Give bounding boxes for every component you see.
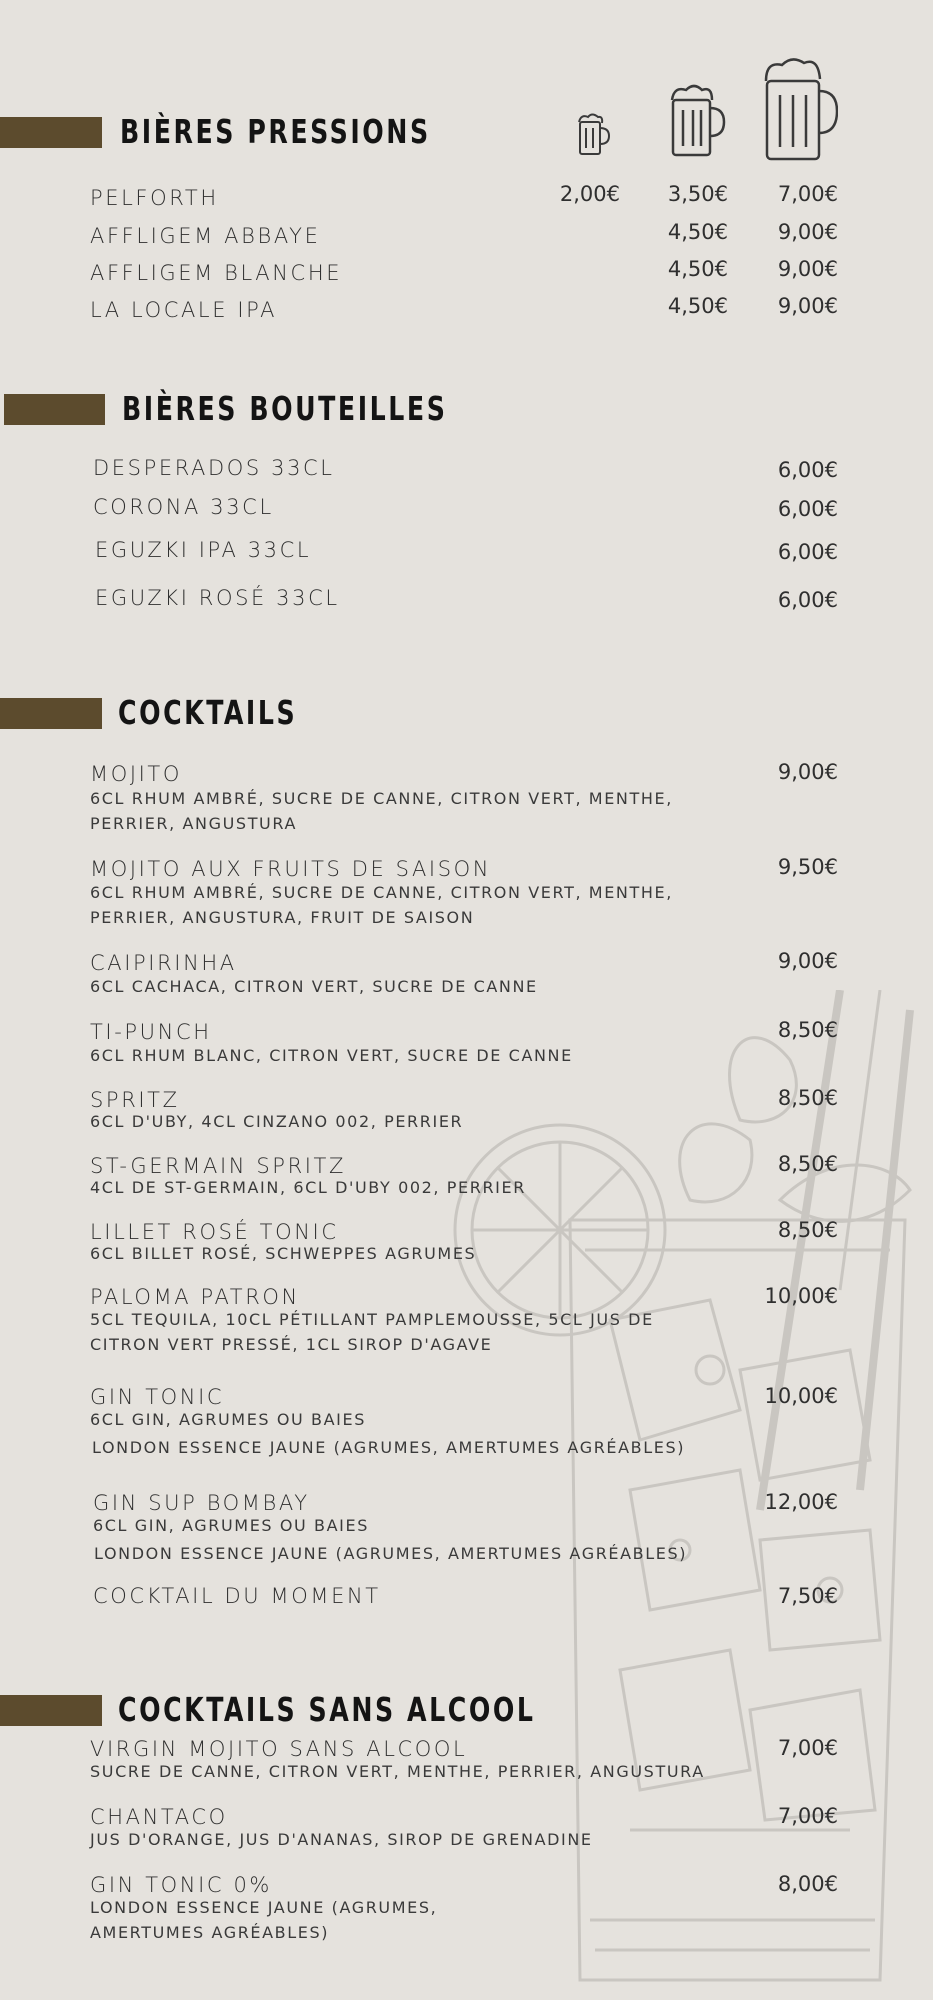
cocktail-price: 9,50€: [777, 855, 838, 879]
cocktail-price: 8,50€: [777, 1018, 838, 1042]
mocktail-description: SUCRE DE CANNE, CITRON VERT, MENTHE, PERRIER, ANGUSTURA: [90, 1762, 705, 1781]
medium-mug-icon: [668, 82, 726, 158]
section-title-cocktails: COCKTAILS: [118, 693, 298, 732]
cocktail-name: ST-GERMAIN SPRITZ: [90, 1154, 346, 1178]
mocktail-description: JUS D'ORANGE, JUS D'ANANAS, SIROP DE GRENADINE: [90, 1830, 593, 1849]
cocktail-name: COCKTAIL DU MOMENT: [93, 1584, 381, 1608]
cocktail-price: 8,50€: [777, 1152, 838, 1176]
cocktail-description: 6CL GIN, AGRUMES OU BAIES: [90, 1410, 366, 1429]
cocktail-description-detail: LONDON ESSENCE JAUNE (AGRUMES, AMERTUMES AGRÉABLES): [94, 1544, 688, 1563]
bottle-price: 6,00€: [777, 588, 838, 612]
cocktail-name: GIN TONIC: [90, 1385, 225, 1409]
bottle-name: CORONA 33CL: [93, 495, 274, 519]
price-large: 9,00€: [777, 220, 838, 244]
section-accent-bar: [0, 698, 102, 729]
cocktail-name: LILLET ROSÉ TONIC: [90, 1220, 339, 1244]
mocktail-price: 8,00€: [777, 1872, 838, 1896]
cocktail-description: 6CL RHUM AMBRÉ, SUCRE DE CANNE, CITRON VERT, MENTHE, PERRIER, ANGUSTURA: [90, 789, 673, 833]
mocktail-price: 7,00€: [777, 1736, 838, 1760]
cocktail-description: 5CL TEQUILA, 10CL PÉTILLANT PAMPLEMOUSSE, 5CL JUS DE CITRON VERT PRESSÉ, 1CL SIROP D'AGAVE: [90, 1310, 654, 1354]
cocktail-name: SPRITZ: [90, 1088, 180, 1112]
section-title-sans-alcool: COCKTAILS SANS ALCOOL: [118, 1690, 536, 1729]
mocktail-description: LONDON ESSENCE JAUNE (AGRUMES, AMERTUMES AGRÉABLES): [90, 1898, 438, 1942]
beer-name-affligem-blanche: AFFLIGEM BLANCHE: [90, 261, 343, 285]
cocktail-description: 6CL BILLET ROSÉ, SCHWEPPES AGRUMES: [90, 1244, 477, 1263]
small-mug-icon: [576, 112, 610, 156]
bottle-price: 6,00€: [777, 540, 838, 564]
section-accent-bar: [0, 117, 102, 148]
cocktail-price: 7,50€: [777, 1584, 838, 1608]
cocktail-price: 8,50€: [777, 1218, 838, 1242]
cocktail-description: 6CL CACHACA, CITRON VERT, SUCRE DE CANNE: [90, 977, 538, 996]
section-title-pressions: BIÈRES PRESSIONS: [120, 112, 431, 151]
bottle-price: 6,00€: [777, 497, 838, 521]
cocktail-description: 6CL D'UBY, 4CL CINZANO 002, PERRIER: [90, 1112, 464, 1131]
section-accent-bar: [4, 394, 105, 425]
large-mug-icon: [762, 55, 838, 161]
mocktail-name: CHANTACO: [90, 1805, 228, 1829]
price-medium: 4,50€: [667, 257, 728, 281]
cocktail-name: GIN SUP BOMBAY: [93, 1491, 310, 1515]
section-accent-bar: [0, 1695, 102, 1726]
cocktail-description: 6CL GIN, AGRUMES OU BAIES: [93, 1516, 369, 1535]
mocktail-name: GIN TONIC 0%: [90, 1873, 272, 1897]
bottle-price: 6,00€: [777, 458, 838, 482]
bottle-name: EGUZKI IPA 33CL: [95, 538, 312, 562]
mocktail-name: VIRGIN MOJITO SANS ALCOOL: [90, 1737, 468, 1761]
cocktail-price: 9,00€: [777, 760, 838, 784]
cocktail-name: PALOMA PATRON: [90, 1285, 300, 1309]
cocktail-price: 10,00€: [764, 1384, 838, 1408]
cocktail-name: MOJITO: [90, 762, 182, 786]
cocktail-name: CAIPIRINHA: [90, 951, 237, 975]
cocktail-price: 9,00€: [777, 949, 838, 973]
beer-name-affligem-abbaye: AFFLIGEM ABBAYE: [90, 224, 321, 248]
price-large: 7,00€: [777, 182, 838, 206]
cocktail-price: 8,50€: [777, 1086, 838, 1110]
beer-name-la-locale-ipa: LA LOCALE IPA: [90, 298, 278, 322]
cocktail-name: MOJITO AUX FRUITS DE SAISON: [90, 857, 492, 881]
price-medium: 4,50€: [667, 294, 728, 318]
mocktail-price: 7,00€: [777, 1804, 838, 1828]
cocktail-name: TI-PUNCH: [90, 1020, 212, 1044]
bottle-name: DESPERADOS 33CL: [93, 456, 335, 480]
cocktail-description: 6CL RHUM BLANC, CITRON VERT, SUCRE DE CANNE: [90, 1046, 573, 1065]
cocktail-price: 10,00€: [764, 1284, 838, 1308]
bottle-name: EGUZKI ROSÉ 33CL: [95, 586, 340, 610]
price-medium: 4,50€: [667, 220, 728, 244]
price-large: 9,00€: [777, 257, 838, 281]
price-large: 9,00€: [777, 294, 838, 318]
cocktail-description-detail: LONDON ESSENCE JAUNE (AGRUMES, AMERTUMES AGRÉABLES): [92, 1438, 686, 1457]
price-medium: 3,50€: [667, 182, 728, 206]
cocktail-price: 12,00€: [764, 1490, 838, 1514]
price-small: 2,00€: [559, 182, 620, 206]
cocktail-description: 4CL DE ST-GERMAIN, 6CL D'UBY 002, PERRIER: [90, 1178, 526, 1197]
beer-name-pelforth: PELFORTH: [90, 186, 219, 210]
section-title-bouteilles: BIÈRES BOUTEILLES: [122, 389, 448, 428]
cocktail-description: 6CL RHUM AMBRÉ, SUCRE DE CANNE, CITRON VERT, MENTHE, PERRIER, ANGUSTURA, FRUIT DE SAISON: [90, 883, 673, 927]
